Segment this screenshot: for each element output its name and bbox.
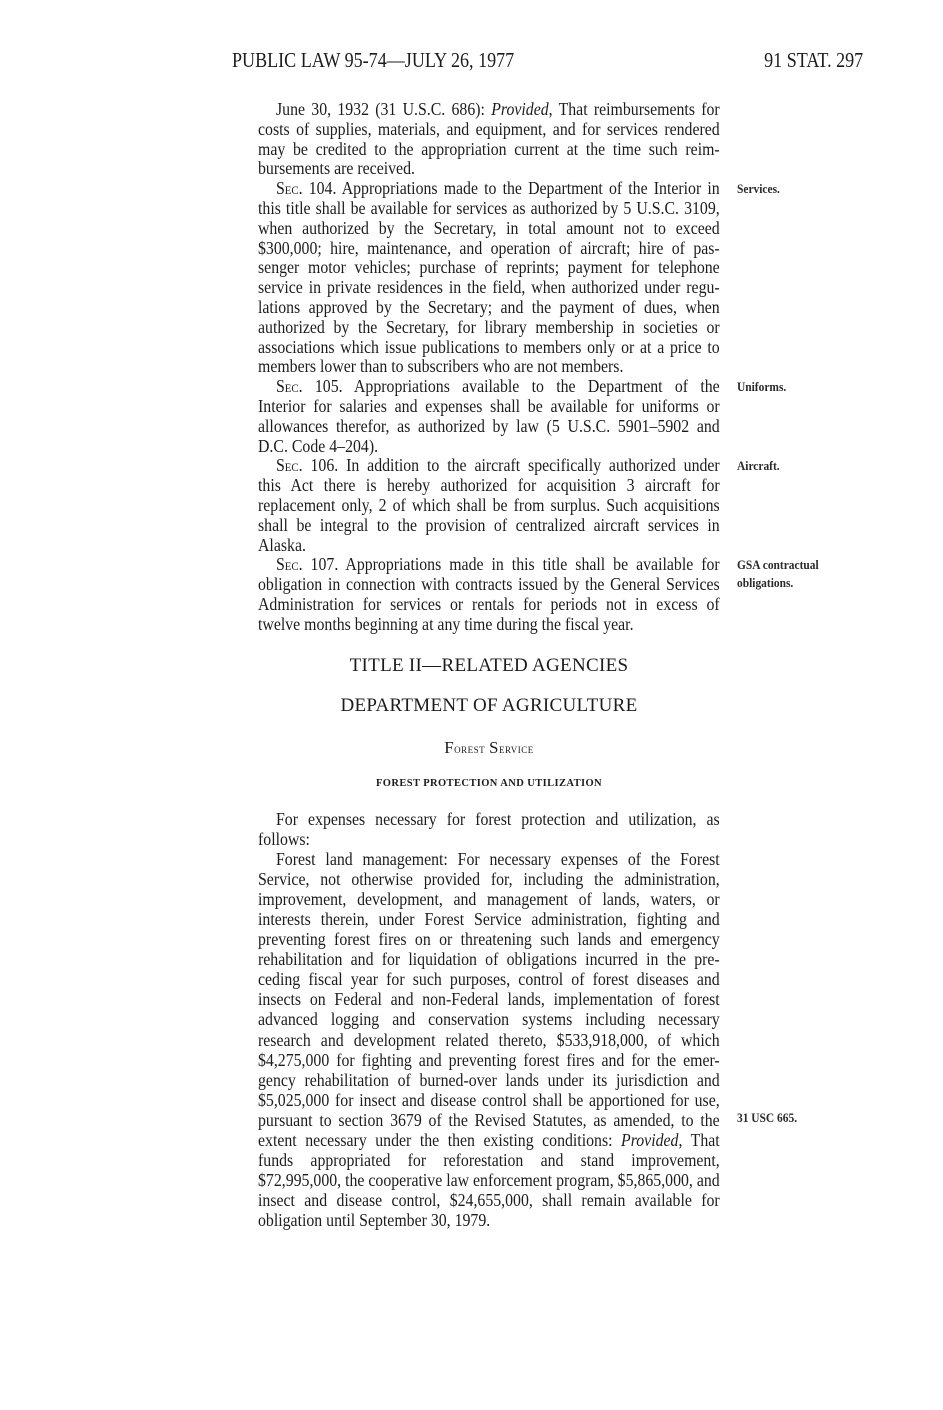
line-text: preventing forest fires on or threatening such lands and emergency <box>258 929 720 950</box>
text-line <box>258 1130 720 1150</box>
line-text: twelve months beginning at any time during the fiscal year. <box>258 613 634 634</box>
text-line <box>258 357 720 377</box>
line-text: $5,025,000 for insect and disease control shall be apportioned for use, <box>258 1089 720 1110</box>
text-line <box>258 909 720 929</box>
line-text: this Act there is hereby authorized for acquisition 3 aircraft for <box>258 475 720 496</box>
line-text: allowances therefor, as authorized by law (5 U.S.C. 5901–5902 and <box>258 415 720 436</box>
line-text: follows: <box>258 829 310 850</box>
text-line <box>258 377 720 397</box>
margin-note-uniforms: Uniforms. <box>737 379 787 394</box>
text-line <box>258 159 720 179</box>
line-text: ceding fiscal year for such purposes, control of forest diseases and <box>258 969 720 990</box>
department-heading: DEPARTMENT OF AGRICULTURE <box>340 695 638 716</box>
text-line <box>258 179 720 199</box>
upper-text-block <box>258 100 720 635</box>
line-text: shall be integral to the provision of centralized aircraft services in <box>258 514 720 535</box>
margin-note-gsa-cont: obligations. <box>737 575 794 590</box>
text-line <box>258 397 720 417</box>
agency-text: orest <box>454 741 490 756</box>
line-text: research and development related thereto, $533,918,000, of which <box>258 1029 720 1050</box>
line-text: pursuant to section 3679 of the Revised Statutes, as amended, to the <box>258 1109 720 1130</box>
text-line <box>258 969 720 989</box>
text-line <box>258 298 720 318</box>
line-text: obligation until September 30, 1979. <box>258 1209 491 1230</box>
line-text: , That <box>678 1129 720 1150</box>
line-text: interests therein, under Forest Service administration, fighting and <box>258 909 720 930</box>
lower-text-block <box>258 809 720 1230</box>
line-text: obligation in connection with contracts issued by the General Services <box>258 574 720 595</box>
line-text: Service, not otherwise provided for, including the administration, <box>258 869 720 890</box>
line-text: D.C. Code 4–204). <box>258 435 379 456</box>
text-line <box>258 1009 720 1029</box>
line-text: $4,275,000 for fighting and preventing forest fires and for the emer- <box>258 1049 720 1070</box>
line-text: improvement, development, and management of lands, waters, or <box>258 889 720 910</box>
text-line <box>258 889 720 909</box>
line-text: advanced logging and conservation systems including necessary <box>258 1009 720 1030</box>
text-line <box>258 239 720 259</box>
text-line <box>258 1070 720 1090</box>
margin-note-services: Services. <box>737 181 780 196</box>
line-text: rehabilitation and for liquidation of obligations incurred in the pre- <box>258 949 720 970</box>
agency-text: ervice <box>499 741 534 756</box>
line-text: extent necessary under the then existing conditions: <box>258 1129 622 1150</box>
section-label: Sec. <box>276 554 303 575</box>
title-heading: TITLE II—RELATED AGENCIES <box>349 655 629 676</box>
text-line <box>258 1050 720 1070</box>
line-text: costs of supplies, materials, and equipment, and for services rendered <box>258 118 720 139</box>
line-text: Forest land management: For necessary expenses of the Forest <box>276 849 720 870</box>
text-line <box>258 1190 720 1210</box>
text-line <box>258 849 720 869</box>
line-text: 105. Appropriations available to the Department of the <box>302 376 720 397</box>
text-line <box>258 929 720 949</box>
line-text: Administration for services or rentals for periods not in excess of <box>258 593 720 614</box>
line-text: Interior for salaries and expenses shall be available for uniforms or <box>258 395 720 416</box>
line-text: For expenses necessary for forest protection and utilization, as <box>276 809 720 829</box>
text-line <box>258 219 720 239</box>
line-text: replacement only, 2 of which shall be from surplus. Such acquisitions <box>258 494 720 515</box>
text-line <box>258 258 720 278</box>
agency-initial: F <box>444 738 455 757</box>
paragraph <box>258 179 720 377</box>
text-line <box>258 869 720 889</box>
text-line <box>258 100 720 120</box>
text-line <box>258 1110 720 1130</box>
agency-initial: S <box>489 738 500 757</box>
text-line <box>258 829 720 849</box>
section-label: Sec. <box>276 376 303 397</box>
text-line <box>258 456 720 476</box>
section-label: Sec. <box>276 455 303 476</box>
paragraph <box>258 100 720 179</box>
margin-note-aircraft: Aircraft. <box>737 458 780 473</box>
line-text: June 30, 1932 (31 U.S.C. 686): <box>276 99 492 119</box>
text-line <box>258 417 720 437</box>
line-text: insect and disease control, $24,655,000, shall remain available for <box>258 1189 720 1210</box>
line-text: service in private residences in the field, when authorized under regu- <box>258 277 720 298</box>
paragraph <box>258 849 720 1230</box>
subheading: FOREST PROTECTION AND UTILIZATION <box>375 778 603 789</box>
agency-heading <box>258 738 720 758</box>
text-line <box>258 1090 720 1110</box>
line-text: , That reimbursements for <box>548 99 720 119</box>
line-text: insects on Federal and non-Federal lands, implementation of forest <box>258 989 720 1010</box>
text-line <box>258 575 720 595</box>
line-text: $300,000; hire, maintenance, and operation of aircraft; hire of pas- <box>258 237 720 258</box>
line-text: may be credited to the appropriation current at the time such reim- <box>258 138 720 159</box>
italic-proviso: Provided <box>621 1129 679 1150</box>
line-text: Alaska. <box>258 534 306 555</box>
line-text: members lower than to subscribers who are not members. <box>258 356 624 377</box>
italic-proviso: Provided <box>491 99 549 119</box>
text-line <box>258 949 720 969</box>
line-text: $72,995,000, the cooperative law enforcement program, $5,865,000, and <box>258 1169 720 1190</box>
paragraph <box>258 809 720 849</box>
text-line <box>258 1150 720 1170</box>
line-text: this title shall be available for services as authorized by 5 U.S.C. 3109, <box>258 197 720 218</box>
margin-note-usc: 31 USC 665. <box>737 1110 798 1125</box>
text-line <box>258 278 720 298</box>
paragraph <box>258 555 720 634</box>
line-text: senger motor vehicles; purchase of reprints; payment for telephone <box>258 257 720 278</box>
text-line <box>258 516 720 536</box>
line-text: 104. Appropriations made to the Department of the Interior in <box>302 178 720 199</box>
text-line <box>258 1170 720 1190</box>
line-text: 107. Appropriations made in this title shall be available for <box>302 554 720 575</box>
paragraph <box>258 377 720 456</box>
line-text: gency rehabilitation of burned-over lands under its jurisdiction and <box>258 1069 720 1090</box>
statute-page-number: 91 STAT. 297 <box>763 48 863 72</box>
line-text: 106. In addition to the aircraft specifically authorized under <box>302 455 720 476</box>
margin-note-gsa: GSA contractual <box>737 557 819 572</box>
text-line <box>258 989 720 1009</box>
text-line <box>258 555 720 575</box>
text-line <box>258 809 720 829</box>
line-text: authorized by the Secretary, for library membership in societies or <box>258 316 720 337</box>
text-line <box>258 595 720 615</box>
text-line <box>258 1030 720 1050</box>
text-line <box>258 615 720 635</box>
text-line <box>258 199 720 219</box>
text-line <box>258 437 720 457</box>
text-line <box>258 338 720 358</box>
line-text: when authorized by the Secretary, in total amount not to exceed <box>258 217 720 238</box>
text-line <box>258 496 720 516</box>
line-text: lations approved by the Secretary; and the payment of dues, when <box>258 296 720 317</box>
text-line <box>258 1210 720 1230</box>
running-header-title: PUBLIC LAW 95-74—JULY 26, 1977 <box>232 48 515 72</box>
text-line <box>258 476 720 496</box>
paragraph <box>258 456 720 555</box>
text-line <box>258 318 720 338</box>
line-text: bursements are received. <box>258 158 415 179</box>
text-line <box>258 536 720 556</box>
line-text: associations which issue publications to members only or at a price to <box>258 336 720 357</box>
text-line <box>258 120 720 140</box>
line-text: funds appropriated for reforestation and stand improvement, <box>258 1149 720 1170</box>
section-label: Sec. <box>276 178 303 199</box>
text-line <box>258 140 720 160</box>
